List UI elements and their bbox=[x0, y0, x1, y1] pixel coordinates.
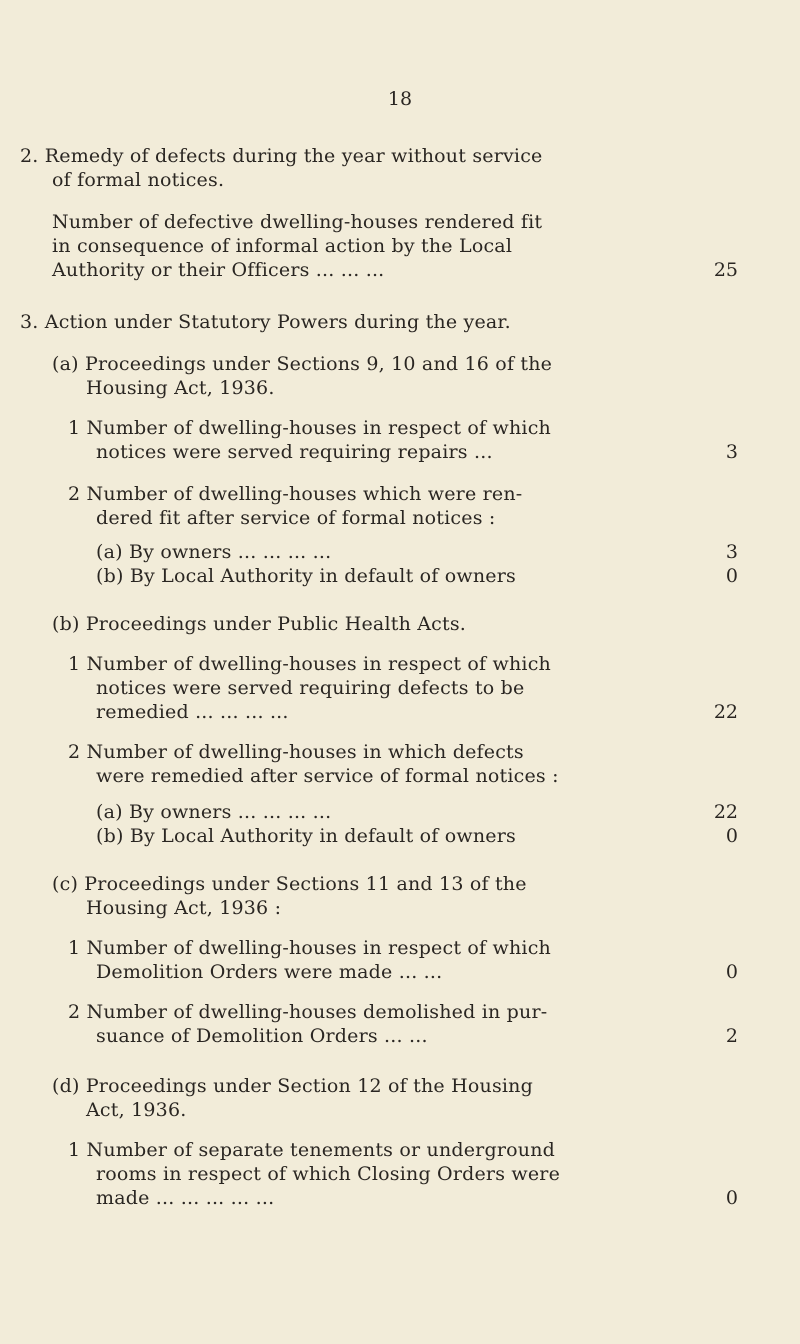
section3b-item2a: (a) By owners ... ... ... ... bbox=[96, 801, 332, 823]
section3c-heading-line1: (c) Proceedings under Sections 11 and 13 of the bbox=[52, 873, 527, 895]
section3a-item2a-value: 3 bbox=[725, 541, 738, 563]
section3b-item1-value: 22 bbox=[713, 701, 738, 723]
section3b-item2-line2: were remedied after service of formal notices : bbox=[96, 765, 559, 787]
page-number: 18 bbox=[387, 88, 413, 110]
section3d-heading-line2: Act, 1936. bbox=[86, 1099, 187, 1121]
section2-value: 25 bbox=[713, 259, 738, 281]
section3d-item1-line2: rooms in respect of which Closing Orders were bbox=[96, 1163, 561, 1185]
section3c-item1-line1: 1 Number of dwelling-houses in respect of which bbox=[68, 937, 551, 959]
section3a-heading-line1: (a) Proceedings under Sections 9, 10 and 16 of the bbox=[52, 353, 553, 375]
section3a-item2-line1: 2 Number of dwelling-houses which were ren- bbox=[68, 483, 523, 505]
section3d-heading-line1: (d) Proceedings under Section 12 of the Housing bbox=[52, 1075, 533, 1097]
section3a-item1-line2: notices were served requiring repairs ... bbox=[96, 441, 493, 463]
section3d-item1-line3: made ... ... ... ... ... bbox=[96, 1187, 275, 1209]
section3a-item2b: (b) By Local Authority in default of owners bbox=[96, 565, 516, 587]
section3d-item1-line1: 1 Number of separate tenements or underground bbox=[68, 1139, 555, 1161]
section2-desc-line2: in consequence of informal action by the Local bbox=[52, 235, 513, 257]
section3c-item1-value: 0 bbox=[725, 961, 738, 983]
section3-heading: 3. Action under Statutory Powers during the year. bbox=[20, 311, 511, 333]
section3a-item1-line1: 1 Number of dwelling-houses in respect of which bbox=[68, 417, 551, 439]
section3c-item1-line2: Demolition Orders were made ... ... bbox=[96, 961, 443, 983]
section2-desc-line1: Number of defective dwelling-houses rendered fit bbox=[52, 211, 543, 233]
section2-heading-line2: of formal notices. bbox=[52, 169, 225, 191]
section3a-heading-line2: Housing Act, 1936. bbox=[86, 377, 275, 399]
section3c-heading-line2: Housing Act, 1936 : bbox=[86, 897, 282, 919]
section3b-item2-line1: 2 Number of dwelling-houses in which defects bbox=[68, 741, 524, 763]
section3a-item1-value: 3 bbox=[725, 441, 738, 463]
section3d-item1-value: 0 bbox=[725, 1187, 738, 1209]
section3b-item2b-value: 0 bbox=[725, 825, 738, 847]
section3b-item2b: (b) By Local Authority in default of owners bbox=[96, 825, 516, 847]
section3c-item2-line1: 2 Number of dwelling-houses demolished in pur- bbox=[68, 1001, 548, 1023]
section3b-item1-line1: 1 Number of dwelling-houses in respect of which bbox=[68, 653, 551, 675]
section3b-item2a-value: 22 bbox=[713, 801, 738, 823]
section3c-item2-line2: suance of Demolition Orders ... ... bbox=[96, 1025, 428, 1047]
section3b-heading: (b) Proceedings under Public Health Acts. bbox=[52, 613, 467, 635]
section3a-item2a: (a) By owners ... ... ... ... bbox=[96, 541, 332, 563]
section3b-item1-line2: notices were served requiring defects to be bbox=[96, 677, 525, 699]
section3a-item2-line2: dered fit after service of formal notices : bbox=[96, 507, 496, 529]
section3c-item2-value: 2 bbox=[725, 1025, 738, 1047]
section2-heading-line1: 2. Remedy of defects during the year without service bbox=[20, 145, 543, 167]
section2-desc-line3: Authority or their Officers ... ... ... bbox=[52, 259, 385, 281]
section3a-item2b-value: 0 bbox=[725, 565, 738, 587]
section3b-item1-line3: remedied ... ... ... ... bbox=[96, 701, 289, 723]
